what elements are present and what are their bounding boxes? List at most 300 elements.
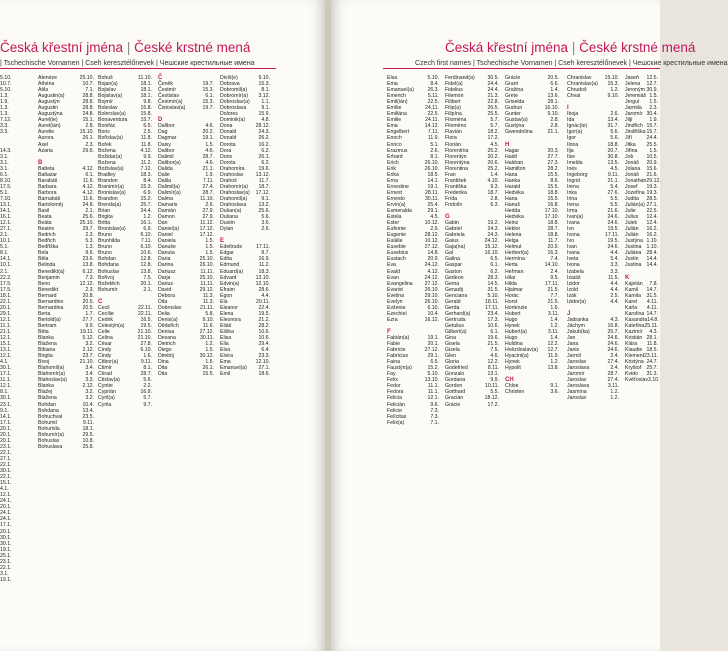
name-day-date: 10.7. <box>82 81 94 88</box>
name-text: Florentína <box>445 147 469 154</box>
name-text: Barbara <box>38 183 57 190</box>
name-text: 10.7. <box>0 81 12 88</box>
name-day-date: 7.12. <box>140 165 152 172</box>
name-day-date: 10.4. <box>82 401 94 408</box>
name-day-date: 4.4. <box>610 250 619 257</box>
name-day-date: 2.12. <box>82 383 94 390</box>
name-text: 20.1. <box>0 425 12 432</box>
name-day-date: 2.6. <box>430 147 439 154</box>
name-day-date: 8.6. <box>550 177 559 184</box>
name-text: Bernardino <box>38 298 64 305</box>
name-day-date: 28.1. <box>547 99 559 106</box>
name-day-date: 5.11. <box>427 93 439 100</box>
name-text: Gunter <box>505 111 521 118</box>
name-text: 24.1. <box>0 510 12 517</box>
name-day-date: 4.3. <box>610 316 619 323</box>
name-text: Babeta <box>38 165 55 172</box>
name-text: Ferdinand(a) <box>445 75 475 81</box>
name-day-date: 13.6. <box>547 93 559 100</box>
name-day-date: 20.9. <box>547 244 559 251</box>
name-column <box>625 75 661 384</box>
name-day-date: 3.2. <box>85 389 94 396</box>
name-day-date: 25.2. <box>487 147 499 154</box>
name-day-date: 28.8. <box>82 105 94 112</box>
name-day-date: 27.9. <box>202 214 214 221</box>
name-day-date: 11.9. <box>427 135 439 142</box>
name-day-date: 26.10. <box>424 298 439 305</box>
name-day-date: 28.6. <box>258 286 270 293</box>
name-day-date: 11.12. <box>199 220 214 227</box>
name-day-date: 18.8. <box>547 232 559 239</box>
name-text: David <box>158 286 172 293</box>
name-day-date: 4.8. <box>261 117 270 124</box>
name-text: Dariusz <box>158 268 176 275</box>
name-day-date: 15.7. <box>140 117 152 124</box>
name-day-date: 2.3. <box>649 105 658 112</box>
name-day-date: 2.3. <box>85 141 94 148</box>
name-day-date: 7.3. <box>85 274 94 281</box>
name-text: 12.1. <box>0 492 12 499</box>
name-text: Chrudoš <box>567 87 587 94</box>
name-day-date: 15.3. <box>140 183 152 190</box>
name-text: Fabie <box>387 341 400 348</box>
name-text: 15.1. <box>0 341 12 348</box>
name-day-date: 30.4. <box>646 111 658 118</box>
name-day-date: 19.7. <box>202 105 214 112</box>
name-entry <box>505 129 559 135</box>
name-day-date: 20.5. <box>82 304 94 311</box>
name-text: Hagar <box>505 147 520 154</box>
name-text: Františka <box>445 183 467 190</box>
name-text: Emil(ián) <box>387 99 408 106</box>
name-text: Edmund <box>220 262 240 269</box>
name-text: Cindy <box>98 353 112 360</box>
letter-heading-text: G <box>445 214 450 221</box>
name-day-date: 9.11. <box>82 419 94 426</box>
name-text: Eusebius <box>387 250 409 257</box>
name-day-date: 15.5. <box>547 183 559 190</box>
name-text: Elsa <box>220 347 231 354</box>
name-day-date: 9.3. <box>490 183 499 190</box>
name-text: 30.1. <box>0 534 12 541</box>
name-text: Bertold(a) <box>38 316 61 323</box>
name-day-date: 15.8. <box>140 105 152 112</box>
name-text: Čestmír <box>158 87 177 94</box>
name-day-date: 11.10. <box>199 195 214 202</box>
name-day-date: 21.10. <box>79 359 94 366</box>
name-text: Cedrik <box>98 316 113 323</box>
name-text: 17.5. <box>0 280 12 287</box>
name-day-date: 28.3. <box>487 274 499 281</box>
name-text: Berta <box>38 310 51 317</box>
name-text: Eufemie <box>387 226 407 233</box>
name-day-date: 30.9. <box>646 87 658 94</box>
name-text: Bruno <box>98 250 112 257</box>
name-text: Cindy <box>98 347 112 354</box>
name-text: Ezechiel <box>387 310 407 317</box>
name-text: Karel <box>625 298 638 305</box>
name-day-date: 28.7. <box>202 189 214 196</box>
name-day-date: 14.1. <box>427 177 439 184</box>
name-day-date: 27.7. <box>547 153 559 160</box>
name-text: Bradley <box>98 171 116 178</box>
name-text: Griselda <box>505 99 525 106</box>
name-day-date: 24.6. <box>607 347 619 354</box>
name-text: Edita <box>220 256 232 263</box>
name-text: 2.1. <box>0 268 9 275</box>
name-text: 9.1. <box>0 407 9 414</box>
name-text: Blahoslav(a) <box>38 377 67 384</box>
name-text: Inés <box>567 165 577 172</box>
name-day-date: 11.6. <box>82 177 94 184</box>
name-text: 22.1. <box>0 462 12 468</box>
name-day-date: 23.6. <box>82 256 94 263</box>
name-text: Bořivoj <box>98 274 114 281</box>
name-day-date: 28.1. <box>646 335 658 342</box>
title-czech: Česká křestní jména <box>0 40 124 55</box>
name-day-date: 17.12. <box>255 189 270 196</box>
name-text: Jan <box>567 335 576 342</box>
name-day-date: 16.10. <box>544 105 559 112</box>
name-text: Ctibor(a) <box>98 359 119 366</box>
name-text: Bohuslav <box>38 437 60 444</box>
name-day-date: 12.7. <box>646 81 658 88</box>
name-day-date: 17.2. <box>487 135 499 142</box>
name-text: Bohdana <box>98 262 119 269</box>
name-day-date: 10.12. <box>424 220 439 227</box>
name-day-date: 27.8. <box>140 341 152 348</box>
name-day-date: 15.2. <box>427 365 439 372</box>
name-day-date: 1.5. <box>205 250 214 257</box>
name-text: Ivona <box>567 262 580 269</box>
name-text: Eleonora <box>220 316 241 323</box>
name-text: Jeremiáš <box>625 93 647 100</box>
name-text: 22.1. <box>0 449 12 456</box>
name-text: Julek <box>625 220 638 227</box>
name-text: 14.3. <box>0 147 12 154</box>
name-text: Gotthard <box>445 389 466 396</box>
name-text: 3.1. <box>0 165 9 172</box>
name-text: Božena <box>98 159 116 166</box>
name-text: Hugo <box>505 335 518 342</box>
name-day-date: 5.10. <box>487 292 499 299</box>
name-text: Hynek <box>505 359 520 366</box>
name-text: 12.1. <box>0 335 12 342</box>
name-day-date: 4.3. <box>649 328 658 335</box>
name-day-date: 12.5. <box>646 75 658 81</box>
name-day-date: 2.8. <box>550 123 559 130</box>
name-text: 11.1. <box>0 377 12 384</box>
name-text: Gema <box>445 280 460 287</box>
name-text: Fedora <box>387 389 404 396</box>
name-day-date: 22.5. <box>427 111 439 118</box>
name-day-date: 21.5. <box>547 298 559 305</box>
name-text: Ella <box>220 341 229 348</box>
name-day-date: 3.11. <box>607 383 619 390</box>
name-day-date: 28.8. <box>82 99 94 106</box>
name-text: Iveta <box>567 256 579 263</box>
name-text: Hilda <box>505 280 517 287</box>
name-day-date: 15.8. <box>140 111 152 118</box>
name-day-date: 1.6. <box>143 353 152 360</box>
name-day-date: 23.5. <box>82 413 94 420</box>
name-text: Izák <box>567 292 577 299</box>
name-text: Elena <box>220 310 234 317</box>
name-entry <box>220 371 270 377</box>
name-text: Kristýna <box>625 359 644 366</box>
name-text: Felicie <box>387 407 402 414</box>
name-day-date: 18.8. <box>607 141 619 148</box>
name-text: Gaston <box>445 268 462 275</box>
name-text: Filibert <box>445 99 461 106</box>
name-entry <box>38 444 94 450</box>
name-day-date: 1.9. <box>649 117 658 124</box>
name-day-date: 11.5. <box>607 274 619 281</box>
name-text: Getulius <box>445 322 465 329</box>
name-day-date: 3.10. <box>648 377 660 384</box>
name-day-date: 20.2. <box>487 153 499 160</box>
name-text: Ingrid <box>567 177 580 184</box>
name-text: Augustin <box>38 105 59 112</box>
name-day-date: 17.3. <box>487 316 499 323</box>
name-text: Gisela <box>445 341 460 348</box>
name-text: Bohuslav <box>98 268 120 275</box>
name-day-date: 5.10. <box>427 75 439 81</box>
name-text: Ctimír <box>98 365 112 372</box>
name-day-date: 17.11. <box>604 232 619 239</box>
name-day-date: 28.12. <box>424 232 439 239</box>
name-text: Fabricie <box>387 347 406 354</box>
name-text: Aurora <box>38 135 54 142</box>
name-text: 23.1. <box>0 443 12 450</box>
name-text: Kryštof <box>625 365 642 372</box>
name-text: 8.10. <box>0 177 12 184</box>
name-text: Florián <box>445 141 461 148</box>
name-text: Harald <box>505 183 521 190</box>
name-day-date: 24.4. <box>487 81 499 88</box>
name-day-date: 21.10. <box>137 335 152 342</box>
name-day-date: 5.8. <box>205 310 214 317</box>
name-day-date: 18.2. <box>487 129 499 136</box>
name-text: Dobroslava <box>220 105 247 112</box>
name-day-date: 14.12. <box>424 123 439 130</box>
name-day-date: 19.2. <box>487 220 499 227</box>
name-day-date: 6.5. <box>143 123 152 130</box>
name-text: Kazimír <box>625 328 643 335</box>
name-text: Ivona <box>567 232 580 239</box>
name-day-date: 9.8. <box>143 99 152 106</box>
name-text: Bohumil <box>38 419 57 426</box>
name-text: 8.1. <box>0 389 9 396</box>
name-text: 5.1. <box>0 189 9 196</box>
name-text: Hubert <box>505 310 521 317</box>
name-text: Dita <box>158 298 168 305</box>
name-day-date: 19.5. <box>140 322 152 329</box>
name-entry <box>505 389 559 395</box>
name-text: Augustýn <box>38 99 60 106</box>
name-text: Emílie <box>387 105 402 112</box>
name-text: Haidí <box>505 153 518 160</box>
name-text: Eusebie <box>387 244 406 251</box>
name-day-date: 9.10. <box>258 75 270 81</box>
name-day-date: 9.10. <box>607 93 619 100</box>
name-day-date: 21.11. <box>199 304 214 311</box>
name-text: Boleslav <box>98 105 118 112</box>
name-day-date: 7.11. <box>140 238 152 245</box>
name-text: 17.5. <box>0 286 12 293</box>
name-day-date: 19.1. <box>202 135 214 142</box>
name-day-date: 3.3. <box>610 268 619 275</box>
name-text: Jelena <box>625 81 641 88</box>
name-day-date: 1.4. <box>490 171 499 178</box>
name-day-date: 4.4. <box>261 292 270 299</box>
name-text: Klement <box>625 353 645 360</box>
name-text: Bojmír <box>98 99 113 106</box>
name-text: Gedeon <box>445 274 464 281</box>
name-text: Dalibor <box>158 147 175 154</box>
name-text: Britta <box>98 220 111 227</box>
name-text: Emiliána <box>387 111 407 118</box>
name-day-date: 1.6. <box>550 304 559 311</box>
name-text: 3.1. <box>0 153 9 160</box>
name-text: Cyprián <box>98 389 116 396</box>
name-day-date: 9.9. <box>85 322 94 329</box>
name-text: Augustin(a) <box>38 93 65 100</box>
name-column <box>567 75 619 402</box>
name-day-date: 15.3. <box>607 81 619 88</box>
name-text: Ela <box>220 298 228 305</box>
name-text: Drahoslav <box>220 171 244 178</box>
name-text: Beata <box>38 214 52 221</box>
name-day-date: 28.2. <box>547 165 559 172</box>
name-text: Frederika <box>445 189 467 196</box>
name-day-date: 11.8. <box>646 341 658 348</box>
name-text: Gina <box>445 335 456 342</box>
name-day-date: 9.11. <box>140 359 152 366</box>
title-slovak: České krstné mená <box>134 40 251 55</box>
name-text: Gloria <box>445 359 459 366</box>
name-day-date: 5.7. <box>143 395 152 402</box>
name-text: Emanuel(a) <box>220 365 247 372</box>
name-text: 18.1. <box>0 292 12 299</box>
name-text: Barbora <box>38 189 57 196</box>
name-text: Jadranka <box>567 316 589 323</box>
name-text: Glen <box>445 353 456 360</box>
name-day-date: 27.7. <box>82 316 94 323</box>
name-text: Ignác(ie) <box>567 123 588 130</box>
name-text: Damaris <box>158 201 178 208</box>
name-text: Ida <box>567 117 575 124</box>
name-day-date: 4.5. <box>430 214 439 221</box>
name-day-date: 27.9. <box>202 208 214 215</box>
name-text: 27.1. <box>0 226 12 233</box>
name-day-date: 28.7. <box>140 371 152 378</box>
name-text: Hedvika <box>505 189 524 196</box>
name-day-date: 4.6. <box>205 147 214 154</box>
name-day-date: 3.11. <box>547 328 559 335</box>
name-day-date: 24.3. <box>258 129 270 136</box>
name-day-date: 28.12. <box>255 123 270 130</box>
name-text: Božidar(a) <box>98 153 122 160</box>
name-day-date: 1.5. <box>205 141 214 148</box>
name-day-date: 29.12. <box>646 177 661 184</box>
name-text: 30.1. <box>0 468 12 475</box>
name-day-date: 24.6. <box>607 244 619 251</box>
name-text: Emil <box>220 371 231 378</box>
name-text: 20.1. <box>0 431 12 438</box>
name-text: Bojislav <box>98 87 116 94</box>
name-text: Klaudie <box>625 347 643 354</box>
name-text: 2.1. <box>0 232 9 239</box>
name-text: Bohumír <box>98 286 118 293</box>
name-day-date: 26.2. <box>258 135 270 142</box>
name-text: Gerda <box>445 304 460 311</box>
name-day-date: 12.2. <box>487 359 499 366</box>
name-text: Bernardina <box>38 304 64 311</box>
name-text: Igor(a) <box>567 129 583 136</box>
name-day-date: 28.4. <box>646 250 658 257</box>
name-text: Donald <box>220 135 237 142</box>
name-text: Galina <box>445 256 460 263</box>
name-day-date: 21.5. <box>547 286 559 293</box>
name-day-date: 5.6. <box>261 214 270 221</box>
name-day-date: 1.5. <box>649 93 658 100</box>
name-day-date: 1.2. <box>205 341 214 348</box>
name-text: 13.1. <box>0 347 12 354</box>
name-day-date: 29.1. <box>427 208 439 215</box>
name-day-date: 4.5. <box>490 141 499 148</box>
name-text: Felicián <box>387 401 405 408</box>
name-day-date: 11.10. <box>137 75 152 81</box>
name-text: Běta <box>38 328 49 335</box>
name-text: Izold <box>567 286 578 293</box>
name-text: Heřman <box>505 268 524 275</box>
name-day-date: 27.1. <box>258 365 270 372</box>
name-day-date: 5.10. <box>427 371 439 378</box>
name-day-date: 6.1. <box>205 93 214 100</box>
name-day-date: 24.12. <box>424 262 439 269</box>
name-text: Eustach <box>387 256 406 263</box>
name-day-date: 24.11. <box>424 105 439 112</box>
name-text: Jindřiška <box>625 129 646 136</box>
name-day-date: 26.10. <box>424 165 439 172</box>
name-text: Hektor <box>505 226 521 233</box>
name-day-date: 29.5. <box>82 431 94 438</box>
name-day-date: 30.8. <box>607 153 619 160</box>
name-day-date: 3.11. <box>547 310 559 317</box>
name-day-date: 25.10. <box>199 274 214 281</box>
name-day-date: 28.8. <box>82 93 94 100</box>
name-day-date: 10.4. <box>427 310 439 317</box>
name-text: Inka <box>567 189 577 196</box>
name-text: Grácie <box>505 75 521 81</box>
title-slovak: České krstné mená <box>579 40 696 55</box>
name-text: 27.1. <box>0 455 12 462</box>
name-day-date: 2.8. <box>85 123 94 130</box>
name-entry <box>445 402 499 408</box>
name-day-date: 1.2. <box>610 87 619 94</box>
name-day-date: 3.4. <box>85 365 94 372</box>
name-day-date: 16.1. <box>140 220 152 227</box>
name-text: Božislav(a) <box>98 165 124 172</box>
name-text: Hamilton <box>505 165 526 172</box>
name-text: Bohdan <box>38 401 56 408</box>
name-day-date: 21.3. <box>487 93 499 100</box>
name-text: Ema <box>387 81 398 88</box>
name-day-date: 18.5. <box>427 171 439 178</box>
name-text: Elvira <box>220 353 233 360</box>
name-text: 20.1. <box>0 304 12 311</box>
